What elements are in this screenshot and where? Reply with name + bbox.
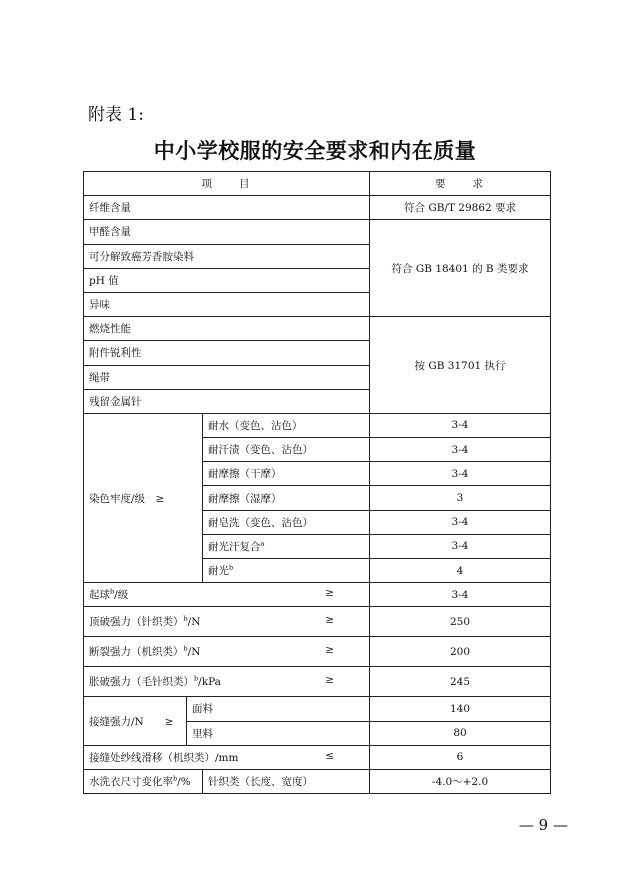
page-title: 中小学校服的安全要求和内在质量 — [153, 139, 477, 163]
row-item: 接缝处纱线滑移（机织类）/mm ≤ — [84, 745, 370, 769]
table-row — [84, 667, 551, 697]
table-header — [84, 172, 551, 196]
seam-strength-label: 接缝强力/N ≥ — [84, 697, 187, 745]
row-value: 6 — [370, 745, 551, 769]
sub-item: 耐汗渍（变色、沾色） — [203, 438, 370, 462]
sub-item: 针织类（长度、宽度） — [203, 769, 370, 793]
sub-item: 面料 — [187, 697, 370, 721]
row-requirement: 符合 GB/T 29862 要求 — [370, 196, 551, 220]
row-item: 水洗衣尺寸变化率$^b$/% — [84, 769, 203, 793]
table-row — [84, 769, 551, 793]
row-item: 异味 — [84, 292, 370, 316]
colorfastness-label: 染色牢度/级 ≥ — [84, 413, 203, 582]
sub-item: 耐摩擦（湿摩） — [203, 486, 370, 510]
row-value: 200 — [370, 637, 551, 667]
row-item: 断裂强力（机织类）$^b$/N ≥ — [84, 637, 370, 667]
table-row — [84, 583, 551, 607]
table-row — [84, 196, 551, 220]
table-row — [84, 745, 551, 769]
row-item: 起球$^b$/级 ≥ — [84, 583, 370, 607]
appendix-label: 附表 1: — [88, 105, 144, 125]
row-item: pH 值 — [84, 268, 370, 292]
row-value: 3-4 — [370, 583, 551, 607]
sub-value: 140 — [370, 697, 551, 721]
sub-item: 耐光汗复合$^a$ — [203, 534, 370, 558]
row-value: -4.0～+2.0 — [370, 769, 551, 793]
row-value: 250 — [370, 607, 551, 637]
table-row — [84, 317, 551, 341]
sub-item: 耐水（变色、沾色） — [203, 413, 370, 437]
row-item: 残留金属针 — [84, 389, 370, 413]
table-row — [84, 607, 551, 637]
row-item: 纤维含量 — [84, 196, 370, 220]
sub-value: 3-4 — [370, 510, 551, 534]
page-number: — 9 — — [518, 816, 568, 834]
group-requirement: 符合 GB 18401 的 B 类要求 — [370, 220, 551, 317]
row-item: 绳带 — [84, 365, 370, 389]
sub-value: 3-4 — [370, 534, 551, 558]
sub-value: 80 — [370, 721, 551, 745]
sub-item: 里料 — [187, 721, 370, 745]
table-row — [84, 220, 551, 244]
sub-value: 3-4 — [370, 462, 551, 486]
sub-value: 3 — [370, 486, 551, 510]
group-requirement: 按 GB 31701 执行 — [370, 317, 551, 414]
row-item: 可分解致癌芳香胺染料 — [84, 244, 370, 268]
sub-value: 4 — [370, 559, 551, 583]
header-item: 项 目 — [84, 172, 370, 196]
safety-quality-table — [83, 171, 551, 794]
sub-value: 3-4 — [370, 413, 551, 437]
table-row — [84, 697, 551, 721]
sub-value: 3-4 — [370, 438, 551, 462]
table-row — [84, 637, 551, 667]
row-value: 245 — [370, 667, 551, 697]
row-item: 甲醛含量 — [84, 220, 370, 244]
row-item: 燃烧性能 — [84, 317, 370, 341]
row-item: 顶破强力（针织类）$^b$/N ≥ — [84, 607, 370, 637]
sub-item: 耐摩擦（干摩） — [203, 462, 370, 486]
row-item: 胀破强力（毛针织类）$^b$/kPa ≥ — [84, 667, 370, 697]
sub-item: 耐光$^b$ — [203, 559, 370, 583]
row-item: 附件锐利性 — [84, 341, 370, 365]
sub-item: 耐皂洗（变色、沾色） — [203, 510, 370, 534]
header-requirement: 要 求 — [370, 172, 551, 196]
table-row — [84, 413, 551, 437]
